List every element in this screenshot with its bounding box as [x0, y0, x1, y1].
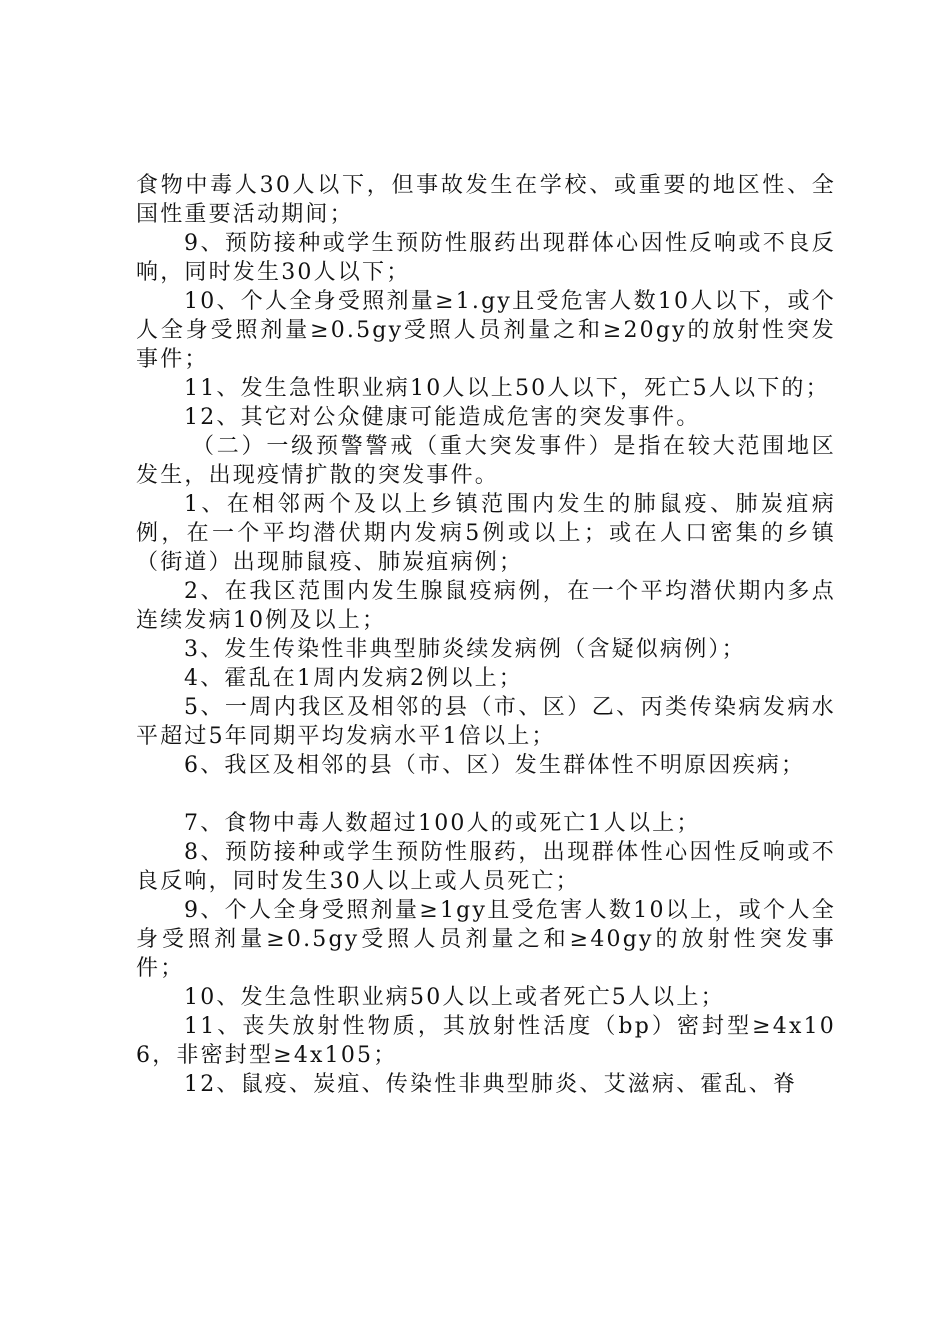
paragraph-item-2: 2、在我区范围内发生腺鼠疫病例，在一个平均潜伏期内多点连续发病10例及以上； [136, 579, 836, 633]
paragraph-item-11b: 11、丧失放射性物质，其放射性活度（bp）密封型≥4x106，非密封型≥4x105； [136, 1014, 836, 1068]
paragraph-continuation: 食物中毒人30人以下，但事故发生在学校、或重要的地区性、全国性重要活动期间； [136, 173, 836, 227]
section-heading-level-one-warning: （二）一级预警警戒（重大突发事件）是指在较大范围地区发生，出现疫情扩散的突发事件。 [136, 434, 836, 488]
paragraph-item-10b: 10、发生急性职业病50人以上或者死亡5人以上； [184, 985, 725, 1010]
paragraph-item-12: 12、其它对公众健康可能造成危害的突发事件。 [184, 405, 701, 430]
paragraph-item-8: 8、预防接种或学生预防性服药，出现群体性心因性反响或不良反响，同时发生30人以上或人员死亡； [136, 840, 836, 894]
blank-line [136, 780, 836, 809]
paragraph-item-1: 1、在相邻两个及以上乡镇范围内发生的肺鼠疫、肺炭疽病例，在一个平均潜伏期内发病5例或以上；或在人口密集的乡镇（街道）出现肺鼠疫、肺炭疽病例； [136, 492, 836, 575]
paragraph-item-5: 5、一周内我区及相邻的县（市、区）乙、丙类传染病发病水平超过5年同期平均发病水平1倍以上； [136, 695, 836, 749]
paragraph-item-7: 7、食物中毒人数超过100人的或死亡1人以上； [184, 811, 701, 836]
paragraph-item-6: 6、我区及相邻的县（市、区）发生群体性不明原因疾病； [184, 753, 806, 778]
paragraph-item-9b: 9、个人全身受照剂量≥1gy且受危害人数10以上，或个人全身受照剂量≥0.5gy受照人员剂量之和≥40gy的放射性突发事件； [136, 898, 836, 981]
document-body [136, 171, 836, 1099]
paragraph-item-3: 3、发生传染性非典型肺炎续发病例（含疑似病例）； [184, 637, 746, 662]
paragraph-item-10: 10、个人全身受照剂量≥1.gy且受危害人数10人以下，或个人全身受照剂量≥0.5gy受照人员剂量之和≥20gy的放射性突发事件； [136, 289, 836, 372]
paragraph-item-12b: 12、鼠疫、炭疽、传染性非典型肺炎、艾滋病、霍乱、脊 [184, 1072, 798, 1097]
paragraph-item-11: 11、发生急性职业病10人以上50人以下，死亡5人以下的； [184, 376, 830, 401]
paragraph-item-9: 9、预防接种或学生预防性服药出现群体心因性反响或不良反响，同时发生30人以下； [136, 231, 836, 285]
paragraph-item-4: 4、霍乱在1周内发病2例以上； [184, 666, 523, 691]
